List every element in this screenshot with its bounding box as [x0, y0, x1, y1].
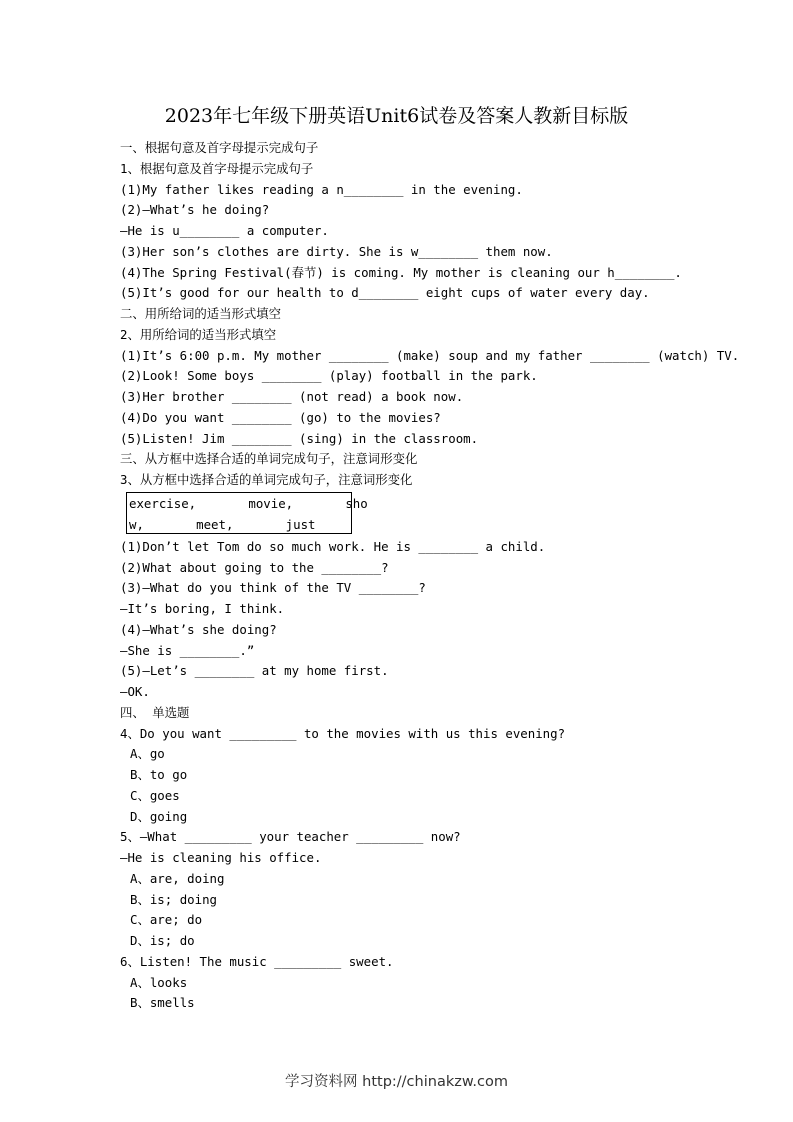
section-heading: 二、用所给词的适当形式填空: [120, 306, 282, 321]
word-box: [126, 492, 368, 534]
exercise-line: (3)Her brother ________ (not read) a book now.: [120, 389, 464, 404]
question-stem: 5、—What _________ your teacher _________ now?: [120, 829, 461, 845]
exercise-line: —OK.: [120, 684, 150, 699]
exercise-line: (1)It’s 6:00 p.m. My mother ________ (make) soup and my father ________ (watch) TV.: [120, 347, 740, 363]
answer-option: D、is; do: [130, 933, 195, 948]
section-heading: 四、 单选题: [120, 704, 190, 720]
exercise-line: (2)What about going to the ________?: [120, 559, 389, 575]
exercise-line: —He is u________ a computer.: [120, 223, 329, 238]
footer-watermark: 学习资料网 http://chinakzw.com: [285, 1074, 508, 1090]
exercise-line: (1)My father likes reading a n________ in the evening.: [120, 181, 523, 197]
exercise-line: (4)Do you want ________ (go) to the movies?: [120, 409, 441, 425]
section-subheading: 3、从方框中选择合适的单词完成句子，注意词形变化: [120, 472, 413, 487]
answer-option: A、go: [130, 746, 165, 762]
exercise-line: (1)Don’t let Tom do so much work. He is ________ a child.: [120, 538, 546, 554]
exercise-line: (5)—Let’s ________ at my home first.: [120, 663, 389, 679]
document-body: [120, 138, 760, 1014]
question-stem: 4、Do you want _________ to the movies with us this evening?: [120, 725, 566, 741]
exercise-line: —It’s boring, I think.: [120, 601, 285, 616]
answer-option: C、are; do: [130, 912, 203, 928]
section-heading: 一、根据句意及首字母提示完成句子: [120, 140, 319, 155]
section-subheading: 1、根据句意及首字母提示完成句子: [120, 160, 314, 176]
exercise-line: (5)It’s good for our health to d________ eight cups of water every day.: [120, 285, 650, 301]
answer-option: D、going: [130, 808, 188, 824]
section-subheading: 2、用所给词的适当形式填空: [120, 326, 277, 342]
word-box-line: exercise, movie, sho: [129, 495, 368, 511]
word-box-row: [120, 491, 760, 537]
exercise-line: (3)—What do you think of the TV ________?: [120, 580, 426, 596]
answer-option: B、to go: [130, 767, 188, 782]
answer-option: B、is; doing: [130, 891, 217, 907]
exercise-line: (5)Listen! Jim ________ (sing) in the classroom.: [120, 430, 479, 446]
question-stem-continued: —He is cleaning his office.: [120, 850, 322, 865]
exercise-line: (3)Her son’s clothes are dirty. She is w________ them now.: [120, 243, 553, 259]
section-heading: 三、从方框中选择合适的单词完成句子，注意词形变化: [120, 451, 418, 467]
exercise-line: (2)Look! Some boys ________ (play) football in the park.: [120, 368, 538, 384]
exercise-line: (2)—What’s he doing?: [120, 202, 270, 218]
word-box-line: w, meet, just: [129, 516, 316, 532]
answer-option: B、smells: [130, 995, 195, 1011]
answer-option: A、are, doing: [130, 870, 225, 886]
page-title: 2023年七年级下册英语Unit6试卷及答案人教新目标版: [164, 105, 629, 127]
question-stem: 6、Listen! The music _________ sweet.: [120, 953, 394, 969]
answer-option: C、goes: [130, 787, 180, 803]
exercise-line: (4)The Spring Festival(春节) is coming. My mother is cleaning our h________.: [120, 264, 682, 280]
exercise-line: (4)—What’s she doing?: [120, 621, 277, 637]
exercise-line: —She is ________.”: [120, 642, 255, 658]
answer-option: A、looks: [130, 974, 188, 990]
